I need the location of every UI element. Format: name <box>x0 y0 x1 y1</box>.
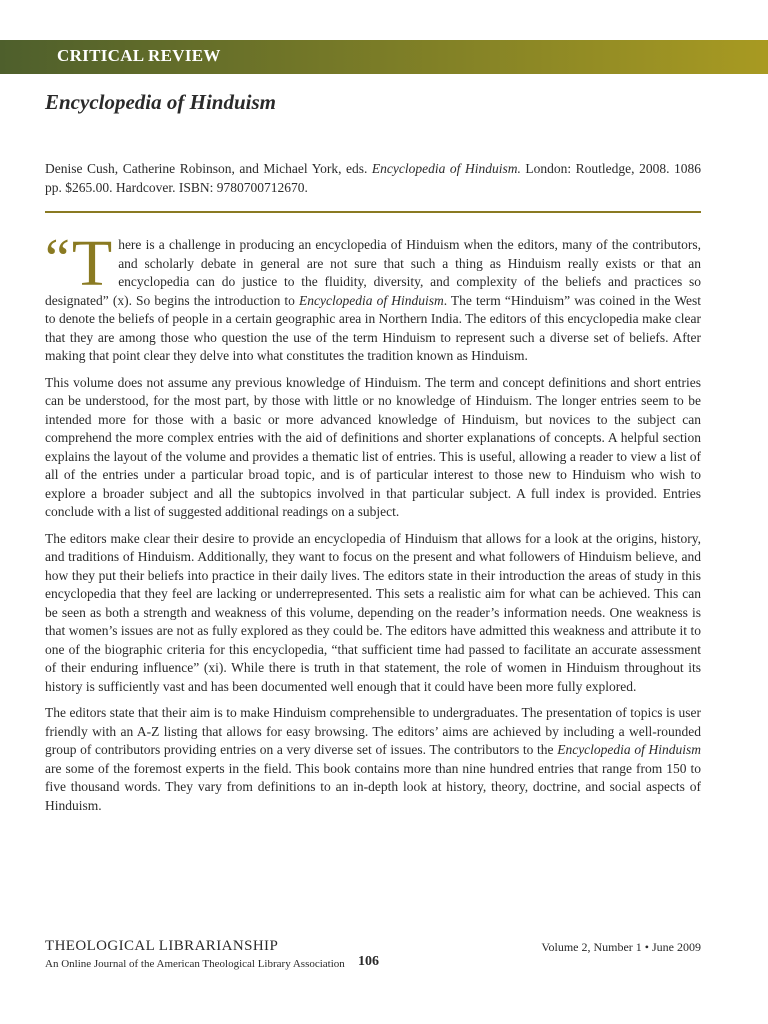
paragraph-1-text-a: here is a challenge in producing an encyclopedia of Hinduism when the editors, many of the contributors, and scholarly debate in general are not sure that such a thing as Hinduism really exists or that an encyclopedia can do justice to the fluidity, diversity, and complexity of the beliefs and practices so designated” (x). So begins the introduction to <box>45 237 701 308</box>
drop-cap-letter: T <box>71 227 113 300</box>
paragraph-4-text-b: are some of the foremost experts in the field. This book contains more than nine hundred entries that range from 150 to five thousand words. They vary from definitions to an in-depth look at history, theory, doctrine, and social aspects of Hinduism. <box>45 760 701 813</box>
paragraph-1-text-b: . The term “Hinduism” was coined in the West to denote the beliefs of people in a certain geographic area in Northern India. The editors of this encyclopedia make clear that they are among those who question the use of the term Hinduism to represent such a diverse set of beliefs. After making that point clear they delve into what constitutes the tradition known as Hinduism. <box>45 292 701 363</box>
paragraph-2: This volume does not assume any previous knowledge of Hinduism. The term and concept definitions and short entries can be understood, for the most part, by those with little or no knowledge of Hinduism. The longer entries seem to be intended more for those with a basic or more advanced knowledge of Hinduism, but novices to the subject can comprehend the more complex entries with the aid of definitions and shorter explanations of concepts. A helpful section explains the layout of the volume and provides a thematic list of entries. This is useful, allowing a reader to view a list of all of the entries under a particular broad topic, and is of particular interest to those new to Hinduism who wish to explore a broader subject and all the subtopics involved in that particular subject. A full index is provided. Entries conclude with a list of suggested additional readings on a subject. <box>45 374 701 519</box>
page-number: 106 <box>358 954 379 969</box>
paragraph-3: The editors make clear their desire to provide an encyclopedia of Hinduism that allows for a look at the origins, history, and traditions of Hinduism. Additionally, they want to focus on the present and what followers of Hinduism believe, and how they put their beliefs into practice in their daily lives. The editors state in their introduction the areas of study in this encyclopedia that they feel are lacking or underrepresented. This sets a realistic aim for what can be achieved. This can be seen as both a strength and weakness of this volume, depending on the reader’s information needs. One weakness is that women’s issues are not as fully explored as they could be. The editors have admitted this weakness and attribute it to one of the biographic criteria for this encyclopedia, “that sufficient time had passed to facilitate an accurate assessment of their enduring influence” (xi). While there is truth in that statement, the role of women in Hinduism throughout its history is sufficiently vast and has been documented well enough that it could have been more fully explored. <box>45 530 701 694</box>
book-citation <box>45 160 701 197</box>
section-header-band <box>0 40 768 74</box>
divider-rule <box>45 211 701 213</box>
footer-journal-name: THEOLOGICAL LIBRARIANSHIP <box>45 938 279 954</box>
citation-authors: Denise Cush, Catherine Robinson, and Michael York, eds. <box>45 161 372 176</box>
paragraph-4 <box>45 704 701 815</box>
paragraph-4-text-a: The editors state that their aim is to make Hinduism comprehensible to undergraduates. The presentation of topics is user friendly with an A-Z listing that allows for easy browsing. The editors’ aims are achieved by including a well-rounded group of contributors providing entries on a very diverse set of issues. The contributors to the <box>45 705 701 757</box>
footer-journal-subtitle: An Online Journal of the American Theological Library Association <box>45 958 345 970</box>
article-title: Encyclopedia of Hinduism <box>45 90 276 114</box>
paragraph-1 <box>45 227 701 366</box>
footer-issue-info: Volume 2, Number 1 • June 2009 <box>541 940 701 954</box>
paragraph-4-book-title: Encyclopedia of Hinduism <box>557 742 701 757</box>
citation-book-title: Encyclopedia of Hinduism. <box>371 161 521 176</box>
review-body <box>45 227 701 823</box>
paragraph-1-book-title: Encyclopedia of Hinduism <box>299 292 444 308</box>
citation-details: London: Routledge, 2008. 1086 pp. $265.00. Hardcover. ISBN: 9780700712670. <box>45 161 701 195</box>
opening-quote-mark: “ <box>45 228 70 290</box>
section-label: CRITICAL REVIEW <box>57 46 221 65</box>
